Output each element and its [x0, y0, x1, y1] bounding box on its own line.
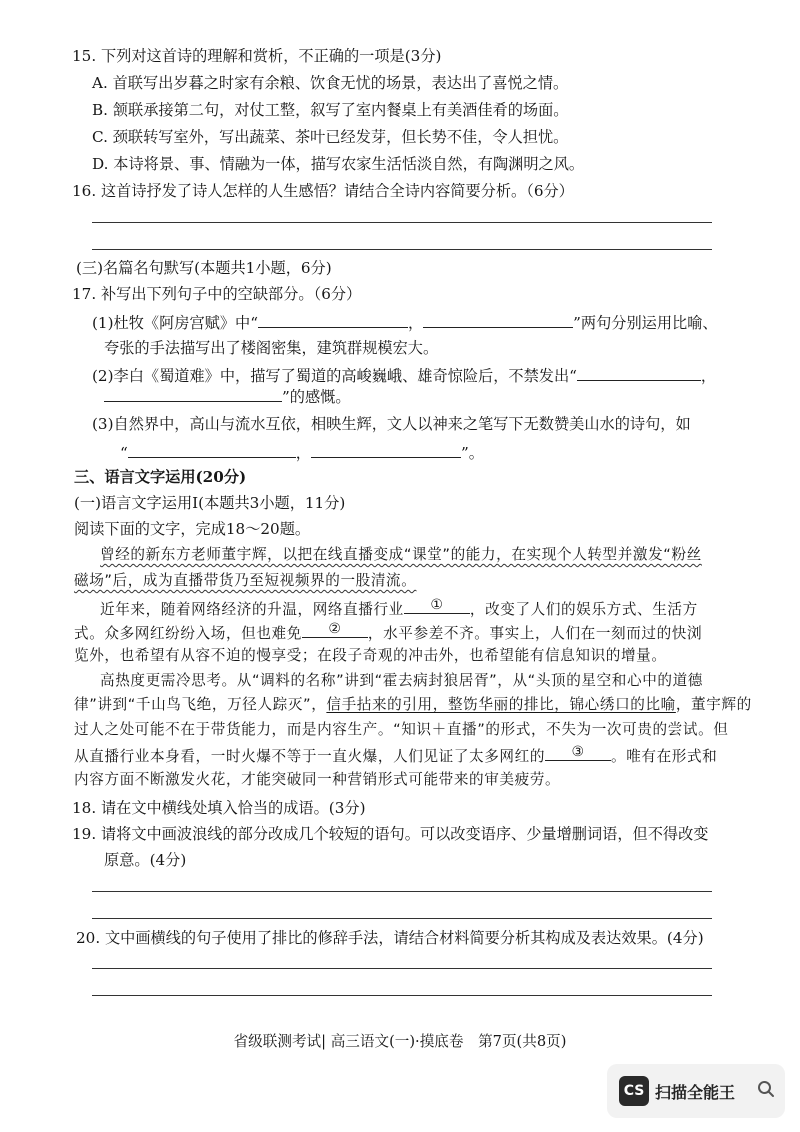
q19-answer-line[interactable]	[92, 918, 712, 919]
passage-wavy-line-1: 曾经的新东方老师董宇辉，以把在线直播变成“课堂”的能力，在实现个人转型并激发“粉丝	[100, 546, 702, 563]
q17-part-1-cont: 夸张的手法描写出了楼阁密集，建筑群规模宏大。	[104, 339, 439, 357]
q15-option-c: C. 颈联转写室外，写出蔬菜、茶叶已经发芽，但长势不佳，令人担忧。	[92, 128, 569, 146]
blank-field[interactable]	[258, 312, 408, 328]
blank-field[interactable]	[128, 442, 296, 458]
q15-option-a: A. 首联写出岁暮之时家有余粮、饮食无忧的场景，表达出了喜悦之情。	[92, 74, 569, 92]
blank-field[interactable]: ①	[404, 598, 470, 614]
part-subtitle: (一)语言文字运用Ⅰ(本题共3小题，11分)	[74, 494, 346, 512]
q19-answer-line[interactable]	[92, 891, 712, 892]
underlined-parallelism: 信手拈来的引用，整饬华丽的排比，锦心绣口的比喻	[326, 696, 676, 713]
blank-field[interactable]	[577, 365, 701, 381]
blank-field[interactable]	[423, 312, 573, 328]
q18-stem: 18. 请在文中横线处填入恰当的成语。(3分)	[72, 799, 366, 817]
q17-part-3: (3)自然界中，高山与流水互依，相映生辉，文人以神来之笔写下无数赞美山水的诗句，如	[92, 415, 691, 433]
passage-line: 内容方面不断激发火花，才能突破同一种营销形式可能带来的审美疲劳。	[74, 771, 561, 788]
q20-stem: 20. 文中画横线的句子使用了排比的修辞手法，请结合材料简要分析其构成及表达效果。(4分)	[76, 929, 704, 947]
q15-option-b: B. 颔联承接第二句，对仗工整，叙写了室内餐桌上有美酒佳肴的场面。	[92, 101, 569, 119]
q17-part-3-cont: “ ， ”。	[120, 444, 484, 462]
q17-part-2-cont: ”的感慨。	[104, 386, 351, 407]
q16-stem: 16. 这首诗抒发了诗人怎样的人生感悟？请结合全诗内容简要分析。（6分）	[72, 182, 574, 200]
passage-line: 过人之处可能不在于带货能力，而是内容生产。“知识＋直播”的形式，不失为一次可贵的尝试。但	[74, 721, 729, 738]
passage-wavy-line-2: 磁场”后，成为直播带货乃至短视频界的一股清流。	[74, 572, 417, 589]
blank-field[interactable]: ③	[545, 745, 611, 761]
part-title: 三、语言文字运用(20分)	[74, 468, 247, 486]
q15-option-d: D. 本诗将景、事、情融为一体，描写农家生活恬淡自然，有陶渊明之风。	[92, 155, 585, 173]
q19-stem: 19. 请将文中画波浪线的部分改成几个较短的语句。可以改变语序、少量增删词语，但不得改变	[72, 825, 709, 843]
q17-part-2: (2)李白《蜀道难》中，描写了蜀道的高峻巍峨、雄奇惊险后，不禁发出“ ，	[92, 367, 717, 385]
q19-stem-cont: 原意。(4分)	[104, 851, 187, 869]
cs-logo: CS	[619, 1076, 649, 1106]
q17-part-1: (1)杜牧《阿房宫赋》中“ ， ”两句分别运用比喻、	[92, 314, 718, 332]
q15-stem: 15. 下列对这首诗的理解和赏析，不正确的一项是(3分)	[72, 47, 442, 65]
reading-intro: 阅读下面的文字，完成18～20题。	[74, 520, 311, 538]
q17-stem: 17. 补写出下列句子中的空缺部分。（6分）	[72, 285, 362, 303]
blank-field[interactable]	[104, 386, 282, 402]
passage-line: 律”讲到“千山鸟飞绝，万径人踪灭”，信手拈来的引用，整饬华丽的排比，锦心绣口的比喻，董宇辉的	[74, 696, 752, 713]
passage-line: 式。众多网红纷纷入场，但也难免 ② ，水平参差不齐。事实上，人们在一刻而过的快浏	[74, 621, 703, 642]
q16-answer-line[interactable]	[92, 222, 712, 223]
passage-line: 览外，也希望有从容不迫的慢享受；在段子奇观的冲击外，也希望能有信息知识的增量。	[74, 647, 667, 664]
section-title: (三)名篇名句默写(本题共1小题，6分)	[76, 259, 332, 277]
passage-line: 高热度更需冷思考。从“调料的名称”讲到“霍去病封狼居胥”，从“头顶的星空和心中的道德	[100, 672, 703, 689]
q16-answer-line[interactable]	[92, 249, 712, 250]
watermark-text: 扫描全能王	[655, 1083, 736, 1102]
passage-line: 从直播行业本身看，一时火爆不等于一直火爆，人们见证了太多网红的 ③ 。唯有在形式和	[74, 744, 718, 765]
passage-line: 近年来，随着网络经济的升温，网络直播行业 ① ，改变了人们的娱乐方式、生活方	[100, 597, 698, 618]
scanner-watermark	[607, 1064, 785, 1118]
q20-answer-line[interactable]	[92, 968, 712, 969]
search-icon[interactable]	[757, 1080, 775, 1098]
q20-answer-line[interactable]	[92, 995, 712, 996]
blank-field[interactable]	[311, 442, 461, 458]
page-footer: 省级联测考试| 高三语文(一)·摸底卷 第7页(共8页)	[233, 1033, 567, 1050]
blank-field[interactable]: ②	[302, 622, 368, 638]
